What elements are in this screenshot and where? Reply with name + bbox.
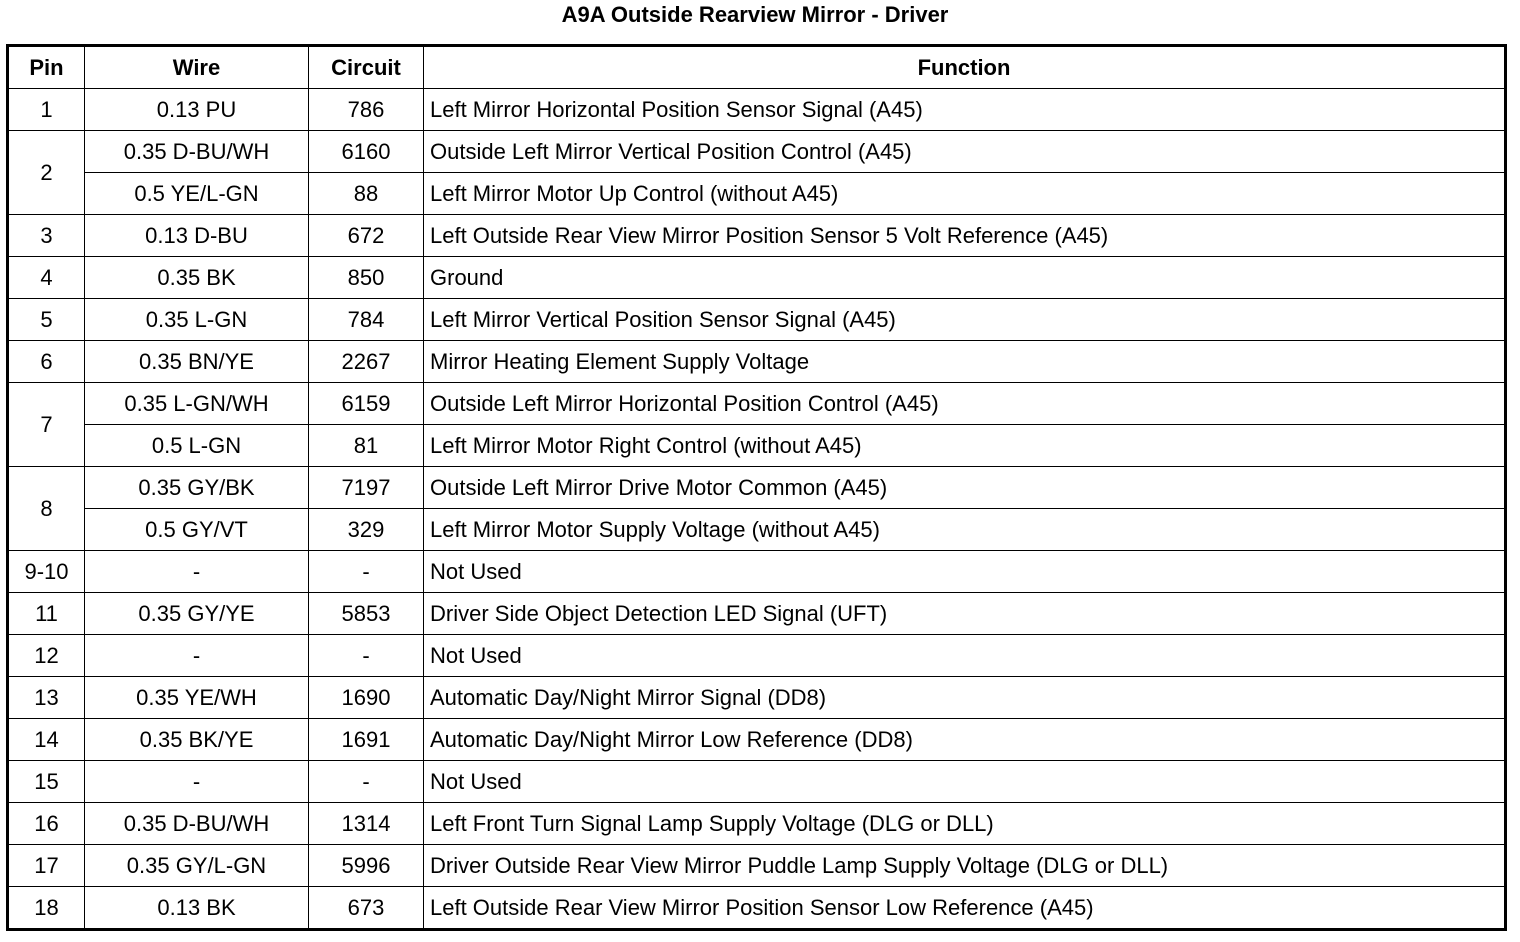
circuit-cell: 1690: [309, 677, 424, 719]
wire-cell: 0.35 BK/YE: [85, 719, 309, 761]
header-pin: Pin: [8, 46, 85, 89]
pin-cell: 2: [8, 131, 85, 215]
function-cell: Driver Outside Rear View Mirror Puddle Lamp Supply Voltage (DLG or DLL): [424, 845, 1506, 887]
header-function: Function: [424, 46, 1506, 89]
table-row: [8, 383, 1506, 425]
function-cell: Left Mirror Motor Up Control (without A45): [424, 173, 1506, 215]
function-cell: Automatic Day/Night Mirror Signal (DD8): [424, 677, 1506, 719]
table-row: [8, 341, 1506, 383]
function-cell: Mirror Heating Element Supply Voltage: [424, 341, 1506, 383]
circuit-cell: 784: [309, 299, 424, 341]
circuit-cell: 6159: [309, 383, 424, 425]
function-cell: Not Used: [424, 635, 1506, 677]
wire-cell: 0.35 L-GN/WH: [85, 383, 309, 425]
wire-cell: -: [85, 551, 309, 593]
wire-cell: 0.35 D-BU/WH: [85, 131, 309, 173]
circuit-cell: 673: [309, 887, 424, 930]
pin-cell: 8: [8, 467, 85, 551]
table-row: [8, 467, 1506, 509]
pin-cell: 11: [8, 593, 85, 635]
table-row: [8, 593, 1506, 635]
table-row: [8, 89, 1506, 131]
table-row: [8, 215, 1506, 257]
table-row: [8, 131, 1506, 173]
circuit-cell: 5996: [309, 845, 424, 887]
pin-cell: 13: [8, 677, 85, 719]
function-cell: Left Mirror Motor Supply Voltage (without A45): [424, 509, 1506, 551]
pin-cell: 9-10: [8, 551, 85, 593]
table-row: [8, 845, 1506, 887]
function-cell: Outside Left Mirror Drive Motor Common (A45): [424, 467, 1506, 509]
function-cell: Left Front Turn Signal Lamp Supply Voltage (DLG or DLL): [424, 803, 1506, 845]
circuit-cell: 6160: [309, 131, 424, 173]
wire-cell: 0.35 GY/BK: [85, 467, 309, 509]
wire-cell: 0.5 YE/L-GN: [85, 173, 309, 215]
wire-cell: 0.13 D-BU: [85, 215, 309, 257]
wire-cell: 0.13 PU: [85, 89, 309, 131]
circuit-cell: 1314: [309, 803, 424, 845]
function-cell: Outside Left Mirror Horizontal Position Control (A45): [424, 383, 1506, 425]
function-cell: Not Used: [424, 761, 1506, 803]
wire-cell: 0.13 BK: [85, 887, 309, 930]
function-cell: Automatic Day/Night Mirror Low Reference (DD8): [424, 719, 1506, 761]
wire-cell: -: [85, 761, 309, 803]
wire-cell: 0.35 GY/YE: [85, 593, 309, 635]
table-row: [8, 257, 1506, 299]
circuit-cell: -: [309, 551, 424, 593]
pin-cell: 3: [8, 215, 85, 257]
table-row: [8, 635, 1506, 677]
wire-cell: -: [85, 635, 309, 677]
circuit-cell: 850: [309, 257, 424, 299]
circuit-cell: 329: [309, 509, 424, 551]
circuit-cell: 2267: [309, 341, 424, 383]
pin-cell: 1: [8, 89, 85, 131]
function-cell: Outside Left Mirror Vertical Position Control (A45): [424, 131, 1506, 173]
function-cell: Left Mirror Vertical Position Sensor Signal (A45): [424, 299, 1506, 341]
pin-cell: 15: [8, 761, 85, 803]
function-cell: Left Mirror Motor Right Control (without A45): [424, 425, 1506, 467]
function-cell: Left Outside Rear View Mirror Position Sensor Low Reference (A45): [424, 887, 1506, 930]
table-row: [8, 677, 1506, 719]
header-circuit: Circuit: [309, 46, 424, 89]
wire-cell: 0.35 D-BU/WH: [85, 803, 309, 845]
table-row: [8, 299, 1506, 341]
function-cell: Left Mirror Horizontal Position Sensor Signal (A45): [424, 89, 1506, 131]
circuit-cell: 7197: [309, 467, 424, 509]
pin-cell: 7: [8, 383, 85, 467]
table-row: [8, 173, 1506, 215]
table-body: [8, 89, 1506, 930]
circuit-cell: 81: [309, 425, 424, 467]
document-title: A9A Outside Rearview Mirror - Driver: [561, 2, 949, 27]
function-cell: Ground: [424, 257, 1506, 299]
table-row: [8, 551, 1506, 593]
circuit-cell: 786: [309, 89, 424, 131]
function-cell: Driver Side Object Detection LED Signal (UFT): [424, 593, 1506, 635]
pin-cell: 4: [8, 257, 85, 299]
header-row: [8, 46, 1506, 89]
connector-pinout-table: [6, 44, 1507, 931]
wire-cell: 0.5 GY/VT: [85, 509, 309, 551]
table-row: [8, 761, 1506, 803]
function-cell: Left Outside Rear View Mirror Position Sensor 5 Volt Reference (A45): [424, 215, 1506, 257]
circuit-cell: 1691: [309, 719, 424, 761]
pin-cell: 16: [8, 803, 85, 845]
wire-cell: 0.5 L-GN: [85, 425, 309, 467]
pin-cell: 18: [8, 887, 85, 930]
pin-cell: 5: [8, 299, 85, 341]
circuit-cell: -: [309, 635, 424, 677]
pin-cell: 6: [8, 341, 85, 383]
table-row: [8, 719, 1506, 761]
wire-cell: 0.35 BK: [85, 257, 309, 299]
table-row: [8, 509, 1506, 551]
wire-cell: 0.35 BN/YE: [85, 341, 309, 383]
circuit-cell: 88: [309, 173, 424, 215]
wire-cell: 0.35 YE/WH: [85, 677, 309, 719]
table-header: [8, 46, 1506, 89]
wire-cell: 0.35 L-GN: [85, 299, 309, 341]
function-cell: Not Used: [424, 551, 1506, 593]
wire-cell: 0.35 GY/L-GN: [85, 845, 309, 887]
pin-cell: 17: [8, 845, 85, 887]
table-row: [8, 887, 1506, 930]
pin-cell: 12: [8, 635, 85, 677]
circuit-cell: -: [309, 761, 424, 803]
circuit-cell: 5853: [309, 593, 424, 635]
table-row: [8, 425, 1506, 467]
pin-cell: 14: [8, 719, 85, 761]
header-wire: Wire: [85, 46, 309, 89]
circuit-cell: 672: [309, 215, 424, 257]
table-row: [8, 803, 1506, 845]
